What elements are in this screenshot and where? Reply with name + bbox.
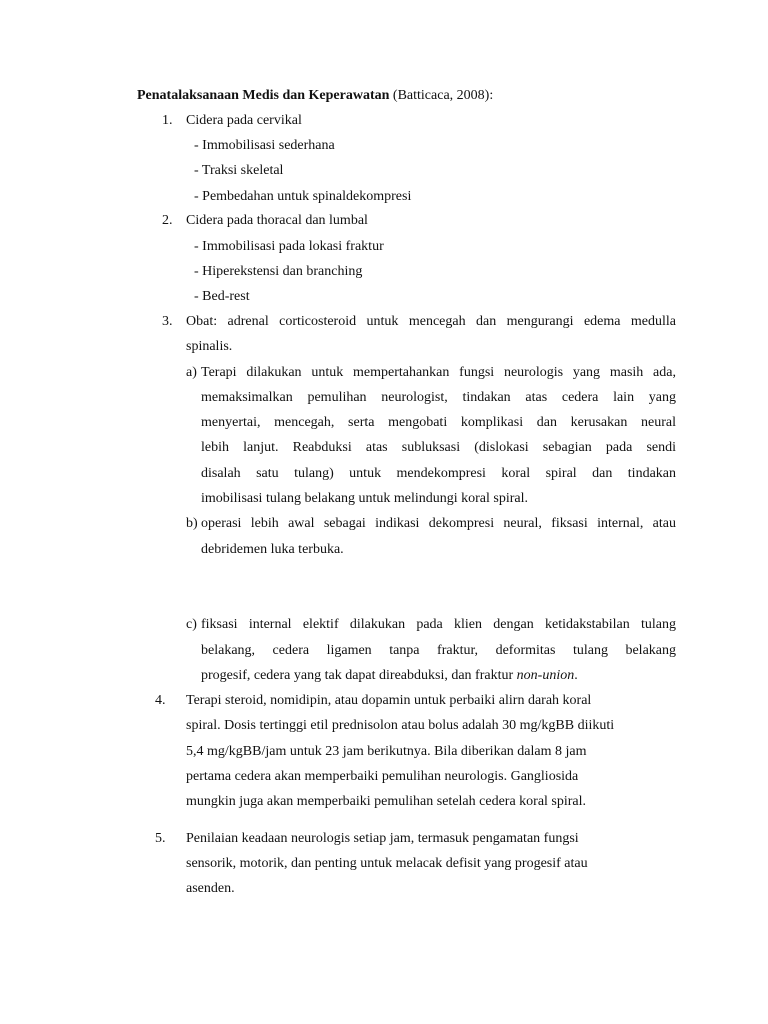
item1-title: Cidera pada cervikal [186,113,302,128]
item4-line-1: Terapi steroid, nomidipin, atau dopamin untuk perbaiki alirn darah koral [186,693,592,708]
section-heading [137,86,493,106]
item4-line-4: pertama cedera akan memperbaiki pemulihan neurologis. Gangliosida [186,769,579,784]
item3c-line-1: fiksasi internal elektif dilakukan pada klien dengan ketidakstabilan tulang [201,617,676,632]
list-number-2: 2. [162,213,173,228]
item2-sub-3: - Bed-rest [194,289,250,304]
item3a-line-2: memaksimalkan pemulihan neurologist, tindakan atas cedera lain yang [201,390,676,405]
item3c-line-3-end: . [574,668,578,683]
item1-sub-3: - Pembedahan untuk spinaldekompresi [194,189,412,204]
item4-line-5: mungkin juga akan memperbaiki pemulihan setelah cedera koral spiral. [186,794,587,809]
item2-sub-2: - Hiperekstensi dan branching [194,264,363,279]
item3a-line-6: imobilisasi tulang belakang untuk melindungi koral spiral. [201,491,529,506]
item3a-line-4: lebih lanjut. Reabduksi atas subluksasi (dislokasi sebagian pada sendi [201,440,676,455]
item4-line-3: 5,4 mg/kgBB/jam untuk 23 jam berikutnya. Bila diberikan dalam 8 jam [186,744,587,759]
item3a-marker: a) [186,365,197,380]
item3b-line-2: debridemen luka terbuka. [201,542,344,557]
item5-line-2: sensorik, motorik, dan penting untuk melacak defisit yang progesif atau [186,856,588,871]
item3-line-2: spinalis. [186,339,233,354]
item3a-line-5: disalah satu tulang) untuk mendekompresi koral spiral dan tindakan [201,466,676,481]
item3b-line-1: operasi lebih awal sebagai indikasi dekompresi neural, fiksasi internal, atau [201,516,676,531]
item3c-line-3-text: progesif, cedera yang tak dapat direabduksi, dan fraktur [201,668,517,683]
item1-sub-1: - Immobilisasi sederhana [194,138,335,153]
list-number-1: 1. [162,113,173,128]
list-number-4: 4. [155,693,166,708]
item3c-line-3 [201,666,578,686]
list-number-5: 5. [155,831,166,846]
item4-line-2: spiral. Dosis tertinggi etil prednisolon atau bolus adalah 30 mg/kgBB diikuti [186,718,615,733]
item3c-italic-term: non-union [516,668,575,683]
item3c-marker: c) [186,617,197,632]
item3a-line-3: menyertai, mencegah, serta mengobati komplikasi dan kerusakan neural [201,415,676,430]
item5-line-1: Penilaian keadaan neurologis setiap jam, termasuk pengamatan fungsi [186,831,579,846]
item2-sub-1: - Immobilisasi pada lokasi fraktur [194,239,384,254]
item3a-line-1: Terapi dilakukan untuk mempertahankan fungsi neurologis yang masih ada, [201,365,676,380]
list-number-3: 3. [162,314,173,329]
item1-sub-2: - Traksi skeletal [194,163,284,178]
item3b-marker: b) [186,516,198,531]
item3-line-1: Obat: adrenal corticosteroid untuk mencegah dan mengurangi edema medulla [186,314,676,329]
item5-line-3: asenden. [186,881,235,896]
item2-title: Cidera pada thoracal dan lumbal [186,213,368,228]
heading-title: Penatalaksanaan Medis dan Keperawatan [137,88,390,103]
heading-citation: (Batticaca, 2008): [389,88,494,103]
item3c-line-2: belakang, cedera ligamen tanpa fraktur, deformitas tulang belakang [201,643,676,658]
